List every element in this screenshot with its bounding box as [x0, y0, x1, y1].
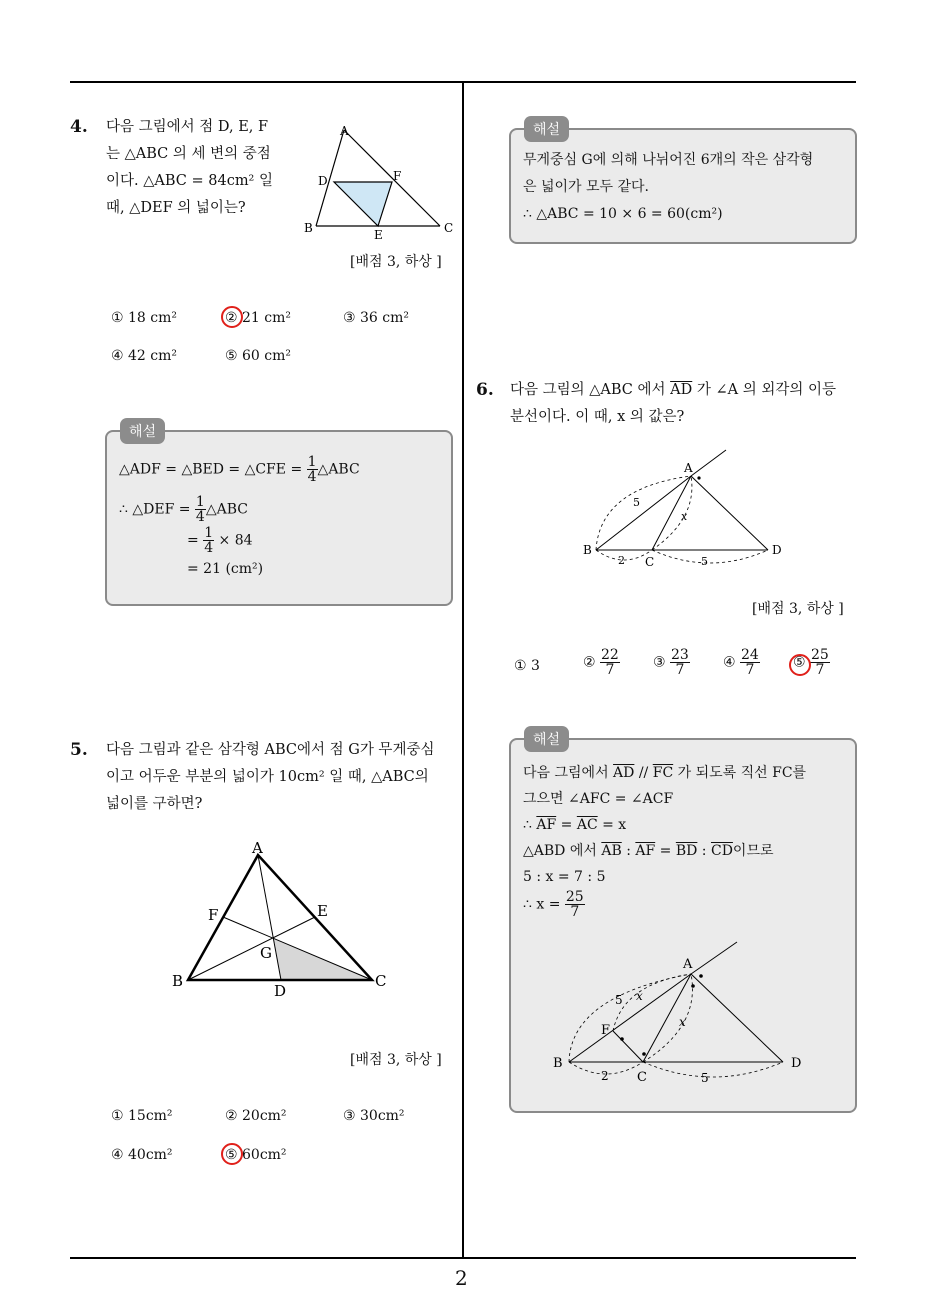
q5-text — [106, 737, 434, 818]
q5-sol-line3: ∴ △ABC = 10 × 6 = 60(cm²) — [523, 206, 723, 222]
q6-sol-fig-label-a: A — [683, 957, 693, 972]
q5-option-1[interactable]: ① 15cm² — [111, 1108, 173, 1124]
q5-fig-label-a: A — [252, 839, 263, 857]
q4-text — [106, 114, 273, 222]
q4-line: 때, △DEF 의 넓이는? — [106, 200, 246, 216]
q6-fig-label-b: B — [583, 543, 592, 557]
q4-option-4[interactable]: ④ 42 cm² — [111, 348, 177, 364]
q6-sol-line5: 5 : x = 7 : 5 — [523, 869, 606, 885]
q4-fig-label-c: C — [444, 221, 454, 235]
q5-option-5[interactable]: ⑤ 60cm² — [225, 1147, 287, 1163]
q6-sol-fig-label-d: D — [791, 1056, 802, 1071]
q6-option-5[interactable]: ⑤ $\frac{25}{7}$ — [793, 647, 829, 678]
q5-fig-label-c: C — [375, 972, 387, 990]
fraction: $\frac{1}{4}$ — [204, 525, 214, 556]
q6-sol-fig-x2: x — [679, 1015, 686, 1029]
q4-line: 다음 그림에서 점 D, E, F — [106, 119, 269, 135]
page-number: 2 — [455, 1266, 468, 1290]
q4-option-5[interactable]: ⑤ 60 cm² — [225, 348, 291, 364]
q6-sol-line3: ∴ $\overline{AF} = \overline{AC} = x$ — [523, 817, 627, 833]
q6-option-1[interactable]: ① 3 — [514, 658, 540, 674]
q4-fig-label-a: A — [340, 124, 349, 138]
fraction: $\frac{1}{4}$ — [307, 454, 317, 485]
column-divider — [462, 81, 464, 1259]
q5-sol-line2: 은 넓이가 모두 같다. — [523, 179, 649, 195]
q4-solution-box — [105, 430, 453, 606]
q4-fig-label-e: E — [374, 228, 383, 242]
q4-fig-label-f: F — [393, 169, 402, 183]
q6-sol-line4: △ABD 에서 $\overline{AB}$ : $\overline{AF} = \overline{BD}$ : $\overline{CD}$이므로 — [523, 843, 774, 859]
q5-fig-label-e: E — [317, 902, 328, 920]
q6-fig-x: x — [681, 510, 688, 523]
q4-solution-tag: 해설 — [120, 418, 165, 444]
q6-figure — [580, 448, 780, 573]
q6-fig-label-a: A — [684, 461, 693, 475]
q6-sol-fig-length-ab: 5 — [615, 993, 623, 1007]
q6-option-4[interactable]: ④ $\frac{24}{7}$ — [723, 647, 759, 678]
q5-figure — [170, 838, 400, 998]
q4-score: [배점 3, 하상 ] — [350, 254, 442, 270]
q4-option-1[interactable]: ① 18 cm² — [111, 310, 177, 326]
q5-option-2[interactable]: ② 20cm² — [225, 1108, 287, 1124]
q5-solution-tag: 해설 — [524, 116, 569, 142]
q5-line: 다음 그림과 같은 삼각형 ABC에서 점 G가 무게중심 — [106, 742, 435, 758]
q6-sol-fig-length-cd: 5 — [701, 1071, 709, 1085]
fraction: $\frac{25}{7}$ — [565, 889, 584, 920]
q4-answer-mark — [221, 306, 243, 328]
q5-option-3[interactable]: ③ 30cm² — [343, 1108, 405, 1124]
q6-fig-length-ab: 5 — [633, 496, 640, 509]
fraction: $\frac{1}{4}$ — [195, 494, 205, 525]
q4-option-3[interactable]: ③ 36 cm² — [343, 310, 409, 326]
q4-fig-label-d: D — [318, 174, 328, 188]
q5-answer-mark — [221, 1143, 243, 1165]
q4-sol-line2: ∴ △DEF = $\frac{1}{4}$ △ABC — [119, 494, 248, 525]
q4-sol-line4: = 21 (cm²) — [187, 561, 264, 577]
q6-solution-box — [509, 738, 857, 1113]
q5-sol-line1: 무게중심 G에 의해 나뉘어진 6개의 작은 삼각형 — [523, 152, 814, 168]
q6-option-3[interactable]: ③ $\frac{23}{7}$ — [653, 647, 689, 678]
q6-solution-tag: 해설 — [524, 726, 569, 752]
q4-number: 4. — [70, 117, 88, 137]
bottom-rule — [70, 1257, 856, 1259]
q6-line: 분선이다. 이 때, x 의 값은? — [510, 409, 685, 425]
q5-solution-box — [509, 128, 857, 244]
q6-fig-label-d: D — [772, 543, 782, 557]
q5-fig-label-d: D — [274, 982, 287, 1000]
q6-sol-line1: 다음 그림에서 $\overline{AD} // \overline{FC}$ 가 되도록 직선 FC를 — [523, 765, 807, 781]
q6-sol-fig-length-bc: 2 — [601, 1069, 609, 1083]
q5-line: 이고 어두운 부분의 넓이가 10cm² 일 때, △ABC의 — [106, 769, 429, 785]
q6-solution-figure — [551, 934, 811, 1094]
q6-sol-line2: 그으면 ∠AFC = ∠ACF — [523, 791, 674, 807]
q6-fig-length-bc: 2 — [618, 554, 625, 567]
q4-sol-line3: = $\frac{1}{4}$ × 84 — [187, 525, 253, 556]
q6-sol-fig-label-b: B — [553, 1056, 563, 1071]
q6-sol-fig-label-c: C — [637, 1070, 647, 1085]
q4-shaded-triangle — [334, 182, 392, 226]
q6-number: 6. — [476, 380, 494, 400]
q4-line: 는 △ABC 의 세 변의 중점 — [106, 146, 271, 162]
q6-answer-mark — [789, 654, 811, 676]
q6-text — [510, 377, 836, 431]
q6-sol-fig-x1: x — [636, 989, 643, 1003]
q6-sol-line6: ∴ x = $\frac{25}{7}$ — [523, 889, 584, 920]
q6-line: 다음 그림의 △ABC 에서 $\overline{AD}$ 가 ∠A 의 외각의 이등 — [510, 382, 836, 398]
q6-option-2[interactable]: ② $\frac{22}{7}$ — [583, 647, 619, 678]
q6-fig-length-cd: 5 — [701, 555, 708, 568]
q6-score: [배점 3, 하상 ] — [752, 601, 844, 617]
q4-sol-line1: △ADF = △BED = △CFE = $\frac{1}{4}$ △ABC — [119, 454, 360, 485]
q6-sol-fig-label-f: F — [601, 1023, 611, 1038]
q5-fig-label-g: G — [260, 944, 272, 962]
q5-score: [배점 3, 하상 ] — [350, 1052, 442, 1068]
q4-fig-label-b: B — [304, 221, 313, 235]
q5-fig-label-b: B — [172, 972, 184, 990]
q4-line: 이다. △ABC = 84cm² 일 — [106, 173, 273, 189]
q5-fig-label-f: F — [208, 906, 219, 924]
q6-fig-label-c: C — [645, 555, 655, 569]
q5-number: 5. — [70, 740, 88, 760]
q5-option-4[interactable]: ④ 40cm² — [111, 1147, 173, 1163]
q5-line: 넓이를 구하면? — [106, 796, 203, 812]
q4-option-2[interactable]: ② 21 cm² — [225, 310, 291, 326]
q4-figure — [300, 118, 460, 243]
